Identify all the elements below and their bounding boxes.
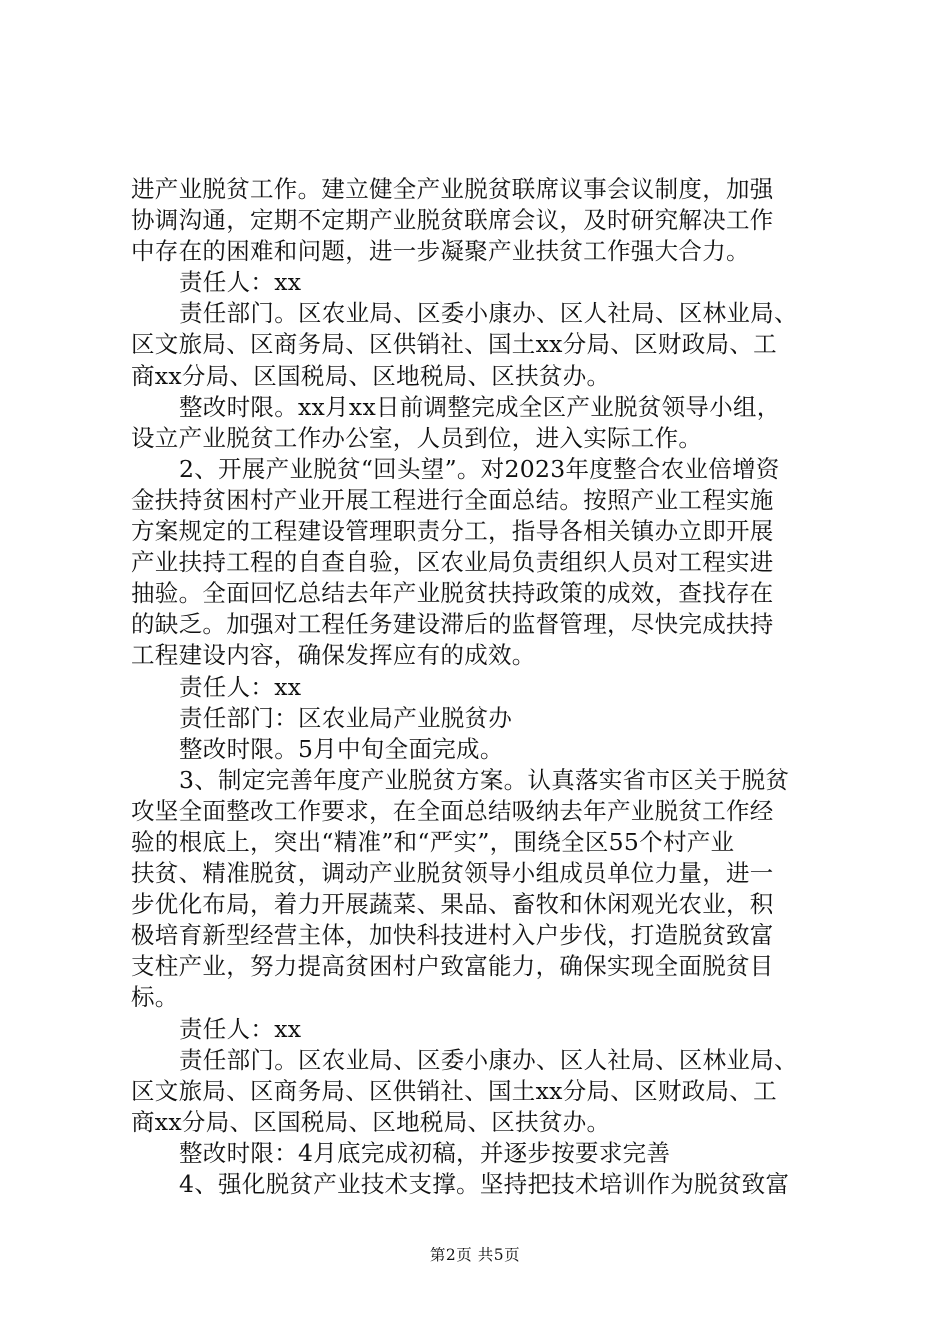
text-line: 4、强化脱贫产业技术支撑。坚持把技术培训作为脱贫致富: [179, 1170, 790, 1198]
text-line: 商xx分局、区国税局、区地税局、区扶贫办。: [131, 361, 611, 390]
text-line: 标。: [131, 983, 179, 1012]
text-line: 验的根底上，突出“精准”和“严实”，围绕全区55个村产业: [131, 827, 735, 856]
text-line: 方案规定的工程建设管理职责分工，指导各相关镇办立即开展: [131, 517, 774, 546]
text-line: 金扶持贫困村产业开展工程进行全面总结。按照产业工程实施: [131, 485, 774, 514]
text-line: 整改时限。5月中旬全面完成。: [179, 734, 504, 763]
page-footer: 第2页 共5页: [429, 1246, 521, 1264]
text-line: 步优化布局，着力开展蔬菜、果品、畜牧和休闲观光农业，积: [131, 890, 774, 919]
text-line: 商xx分局、区国税局、区地税局、区扶贫办。: [131, 1107, 611, 1136]
text-line: 极培育新型经营主体，加快科技进村入户步伐，打造脱贫致富: [131, 921, 774, 950]
text-line: 产业扶持工程的自查自验，区农业局负责组织人员对工程实进: [131, 548, 774, 577]
text-line: 支柱产业，努力提高贫困村户致富能力，确保实现全面脱贫目: [131, 952, 774, 981]
text-line: 扶贫、精准脱贫，调动产业脱贫领导小组成员单位力量，进一: [131, 859, 774, 888]
text-line: 进产业脱贫工作。建立健全产业脱贫联席议事会议制度，加强: [131, 175, 774, 203]
text-line: 责任部门：区农业局产业脱贫办: [179, 703, 513, 732]
text-line: 责任人：xx: [179, 268, 302, 297]
text-line: 整改时限。xx月xx日前调整完成全区产业脱贫领导小组，: [179, 392, 781, 421]
document-body: [131, 174, 831, 1200]
text-line: 责任人：xx: [179, 1014, 302, 1043]
text-line: 抽验。全面回忆总结去年产业脱贫扶持政策的成效，查找存在: [131, 579, 774, 608]
text-line: 责任部门。区农业局、区委小康办、区人社局、区林业局、: [179, 299, 798, 328]
text-line: 责任人：xx: [179, 672, 302, 701]
text-line: 设立产业脱贫工作办公室，人员到位，进入实际工作。: [131, 423, 703, 452]
text-line: 区文旅局、区商务局、区供销社、国土xx分局、区财政局、工: [131, 330, 777, 359]
text-line: 3、制定完善年度产业脱贫方案。认真落实省市区关于脱贫: [179, 765, 790, 794]
text-line: 中存在的困难和问题，进一步凝聚产业扶贫工作强大合力。: [131, 237, 750, 266]
text-line: 责任部门。区农业局、区委小康办、区人社局、区林业局、: [179, 1045, 798, 1074]
text-line: 区文旅局、区商务局、区供销社、国土xx分局、区财政局、工: [131, 1076, 777, 1105]
text-line: 协调沟通，定期不定期产业脱贫联席会议，及时研究解决工作: [131, 206, 774, 235]
text-line: 2、开展产业脱贫“回头望”。对2023年度整合农业倍增资: [179, 454, 780, 483]
text-line: 工程建设内容，确保发挥应有的成效。: [131, 641, 536, 670]
text-line: 的缺乏。加强对工程任务建设滞后的监督管理，尽快完成扶持: [131, 610, 774, 639]
text-line: 整改时限：4月底完成初稿，并逐步按要求完善: [179, 1138, 671, 1167]
text-line: 攻坚全面整改工作要求，在全面总结吸纳去年产业脱贫工作经: [131, 796, 774, 825]
